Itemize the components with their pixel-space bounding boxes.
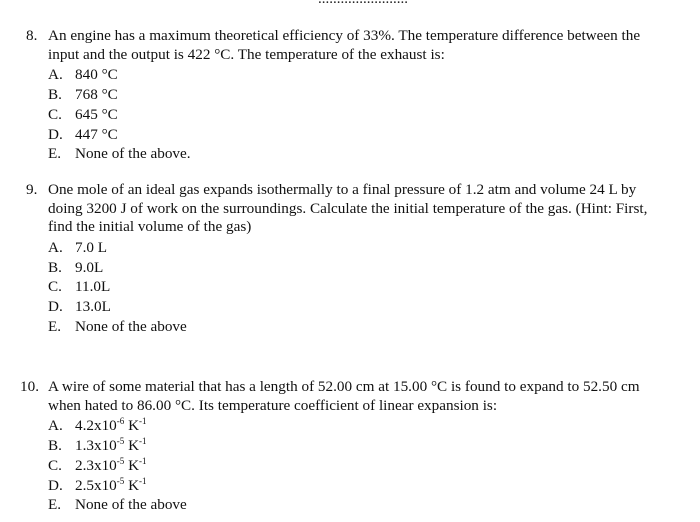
- option-d: [48, 477, 700, 497]
- option-b: [48, 259, 700, 279]
- option-letter: B.: [48, 436, 62, 454]
- option-c: [48, 457, 700, 477]
- option-letter: C.: [48, 456, 62, 474]
- cut-off-header: [0, 0, 700, 5]
- option-value: $4.2x10^{-6}$ $K^{-1}$: [75, 416, 147, 435]
- option-value: $2.5x10^{-5}$ $K^{-1}$: [75, 475, 147, 494]
- option-value: 840 °C: [75, 66, 118, 84]
- option-letter: A.: [48, 417, 63, 435]
- question-text: A wire of some material that has a length of 52.00 cm at 15.00 °C is found to expand to 52.50 cm when hated to 86.00 °C. Its temperature coefficient of linear expansion is:: [48, 378, 640, 414]
- option-letter: D.: [48, 125, 63, 143]
- option-value: 13.0L: [75, 298, 111, 316]
- question-number: 8.: [26, 27, 38, 44]
- option-value: 11.0L: [75, 278, 111, 296]
- option-b: [48, 86, 700, 106]
- option-d: [48, 298, 700, 318]
- option-letter: E.: [48, 145, 62, 163]
- option-letter: D.: [48, 298, 63, 316]
- option-e: [48, 318, 700, 338]
- option-a: [48, 417, 700, 437]
- option-letter: E.: [48, 317, 62, 335]
- option-e: [48, 145, 700, 165]
- option-letter: A.: [48, 66, 63, 84]
- question-8: [0, 27, 700, 165]
- option-a: [48, 66, 700, 86]
- question-text: An engine has a maximum theoretical efficiency of 33%. The temperature difference between the input and the output is 422 °C. The temperature of the exhaust is:: [48, 27, 641, 63]
- option-value: 645 °C: [75, 105, 118, 123]
- option-value: 768 °C: [75, 85, 118, 103]
- question-10: [0, 378, 700, 516]
- question-number: 9.: [26, 181, 38, 198]
- option-value: 447 °C: [75, 125, 118, 143]
- header-fragment: [318, 0, 408, 5]
- option-c: [48, 106, 700, 126]
- option-letter: B.: [48, 258, 62, 276]
- option-value: None of the above: [75, 317, 187, 335]
- option-letter: E.: [48, 496, 62, 514]
- question-text: One mole of an ideal gas expands isothermally to a final pressure of 1.2 atm and volume 24 L by doing 3200 J of work on the surroundings. Calculate the initial temperature of the gas. (Hint: First, find the initial volume of the gas): [48, 181, 648, 236]
- option-value: $2.3x10^{-5}$ $K^{-1}$: [75, 455, 147, 474]
- option-value: None of the above.: [75, 145, 191, 163]
- question-9: [0, 181, 700, 338]
- option-c: [48, 278, 700, 298]
- option-value: 9.0L: [75, 258, 104, 276]
- option-letter: B.: [48, 85, 62, 103]
- option-e: [48, 496, 700, 516]
- option-letter: C.: [48, 105, 62, 123]
- option-value: 7.0 L: [75, 238, 108, 256]
- option-a: [48, 239, 700, 259]
- option-value: $1.3x10^{-5}$ $K^{-1}$: [75, 435, 147, 454]
- option-letter: D.: [48, 476, 63, 494]
- option-b: [48, 437, 700, 457]
- option-letter: A.: [48, 238, 63, 256]
- option-d: [48, 126, 700, 146]
- option-letter: C.: [48, 278, 62, 296]
- option-value: None of the above: [75, 496, 187, 514]
- question-number: 10.: [20, 378, 39, 395]
